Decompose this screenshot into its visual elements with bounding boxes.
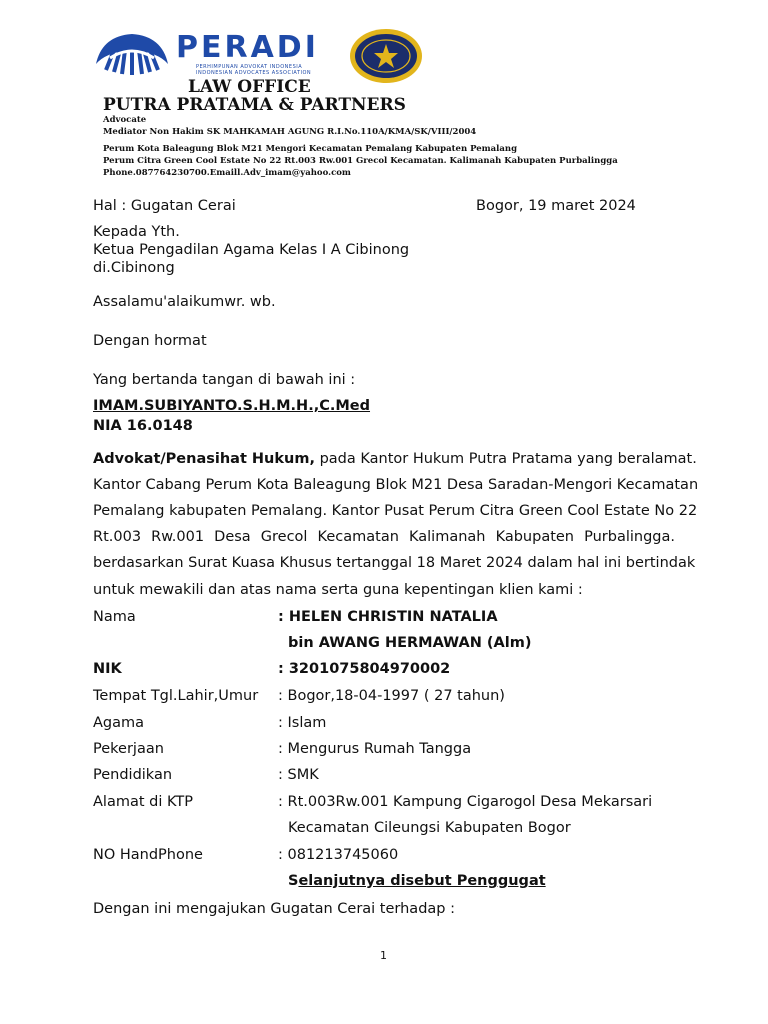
contact-line: Phone.087764230700.Emaill.Adv_imam@yahoo.com bbox=[103, 168, 351, 178]
label-pekerjaan: Pekerjaan bbox=[93, 741, 164, 757]
label-nik: NIK bbox=[93, 661, 122, 677]
seal-icon bbox=[348, 28, 424, 84]
paragraph-line-5: berdasarkan Surat Kuasa Khusus tertanggal 18 Maret 2024 dalam hal ini bertindak bbox=[93, 555, 696, 571]
paragraph-line-1 bbox=[93, 451, 697, 467]
greeting: Assalamu'alaikumwr. wb. bbox=[93, 294, 276, 310]
value-nik: : 3201075804970002 bbox=[278, 661, 451, 677]
label-handphone: NO HandPhone bbox=[93, 847, 203, 863]
label-ttl: Tempat Tgl.Lahir,Umur bbox=[93, 688, 259, 704]
value-agama: : Islam bbox=[278, 715, 327, 731]
label-agama: Agama bbox=[93, 715, 145, 731]
value-pekerjaan: : Mengurus Rumah Tangga bbox=[278, 741, 472, 757]
paragraph-line-4: Rt.003 Rw.001 Desa Grecol Kecamatan Kalimanah Kabupaten Purbalingga. bbox=[93, 529, 675, 545]
paragraph-line-6: untuk mewakili dan atas nama serta guna kepentingan klien kami : bbox=[93, 582, 583, 598]
designation-first-letter: S bbox=[288, 873, 299, 889]
page-number: 1 bbox=[380, 949, 387, 962]
designation-rest: elanjutnya disebut Penggugat bbox=[298, 873, 546, 889]
value-pendidikan: : SMK bbox=[278, 767, 319, 783]
label-pendidikan: Pendidikan bbox=[93, 767, 173, 783]
addressee-line-2: Ketua Pengadilan Agama Kelas I A Cibinong bbox=[93, 242, 410, 258]
office-heading: LAW OFFICE bbox=[188, 77, 311, 97]
address-line-1: Perum Kota Baleagung Blok M21 Mengori Kecamatan Pemalang Kabupaten Pemalang bbox=[103, 144, 518, 154]
place-date: Bogor, 19 maret 2024 bbox=[476, 198, 636, 214]
addressee-line-3: di.Cibinong bbox=[93, 260, 175, 276]
advocate-name: IMAM.SUBIYANTO.S.H.M.H.,C.Med bbox=[93, 398, 371, 414]
peradi-tagline-1: PERHIMPUNAN ADVOKAT INDONESIA bbox=[196, 64, 303, 70]
paragraph-line-3: Pemalang kabupaten Pemalang. Kantor Pusat Perum Citra Green Cool Estate No 22 bbox=[93, 503, 698, 519]
addressee-line-1: Kepada Yth. bbox=[93, 224, 180, 240]
nia-number: NIA 16.0148 bbox=[93, 418, 193, 434]
label-nama: Nama bbox=[93, 609, 136, 625]
peradi-emblem-icon bbox=[92, 30, 172, 76]
plaintiff-designation bbox=[288, 873, 546, 889]
role-label: Advocate bbox=[103, 115, 147, 125]
value-alamat-2: Kecamatan Cileungsi Kabupaten Bogor bbox=[288, 820, 571, 836]
peradi-tagline-2: INDONESIAN ADVOCATES ASSOCIATION bbox=[196, 70, 312, 76]
respect-line: Dengan hormat bbox=[93, 333, 207, 349]
undersigned-line: Yang bertanda tangan di bawah ini : bbox=[93, 372, 356, 388]
advocate-title: Advokat/Penasihat Hukum, bbox=[93, 451, 315, 467]
peradi-logo bbox=[92, 30, 342, 76]
value-nama-2: bin AWANG HERMAWAN (Alm) bbox=[288, 635, 532, 651]
value-alamat: : Rt.003Rw.001 Kampung Cigarogol Desa Mekarsari bbox=[278, 794, 653, 810]
office-address-intro: pada Kantor Hukum Putra Pratama yang beralamat. bbox=[319, 451, 697, 467]
value-handphone: : 081213745060 bbox=[278, 847, 399, 863]
closing-line: Dengan ini mengajukan Gugatan Cerai terhadap : bbox=[93, 901, 455, 917]
subject-line: Hal : Gugatan Cerai bbox=[93, 198, 236, 214]
peradi-wordmark: PERADI bbox=[176, 30, 319, 65]
paragraph-line-2: Kantor Cabang Perum Kota Baleagung Blok M21 Desa Saradan-Mengori Kecamatan bbox=[93, 477, 699, 493]
label-alamat: Alamat di KTP bbox=[93, 794, 193, 810]
value-nama: : HELEN CHRISTIN NATALIA bbox=[278, 609, 498, 625]
address-line-2: Perum Citra Green Cool Estate No 22 Rt.003 Rw.001 Grecol Kecamatan. Kalimanah Kabupaten Purbalingga bbox=[103, 156, 618, 166]
firm-name: PUTRA PRATAMA & PARTNERS bbox=[103, 95, 406, 115]
mediator-line: Mediator Non Hakim SK MAHKAMAH AGUNG R.I.No.110A/KMA/SK/VIII/2004 bbox=[103, 127, 477, 137]
value-ttl: : Bogor,18-04-1997 ( 27 tahun) bbox=[278, 688, 505, 704]
